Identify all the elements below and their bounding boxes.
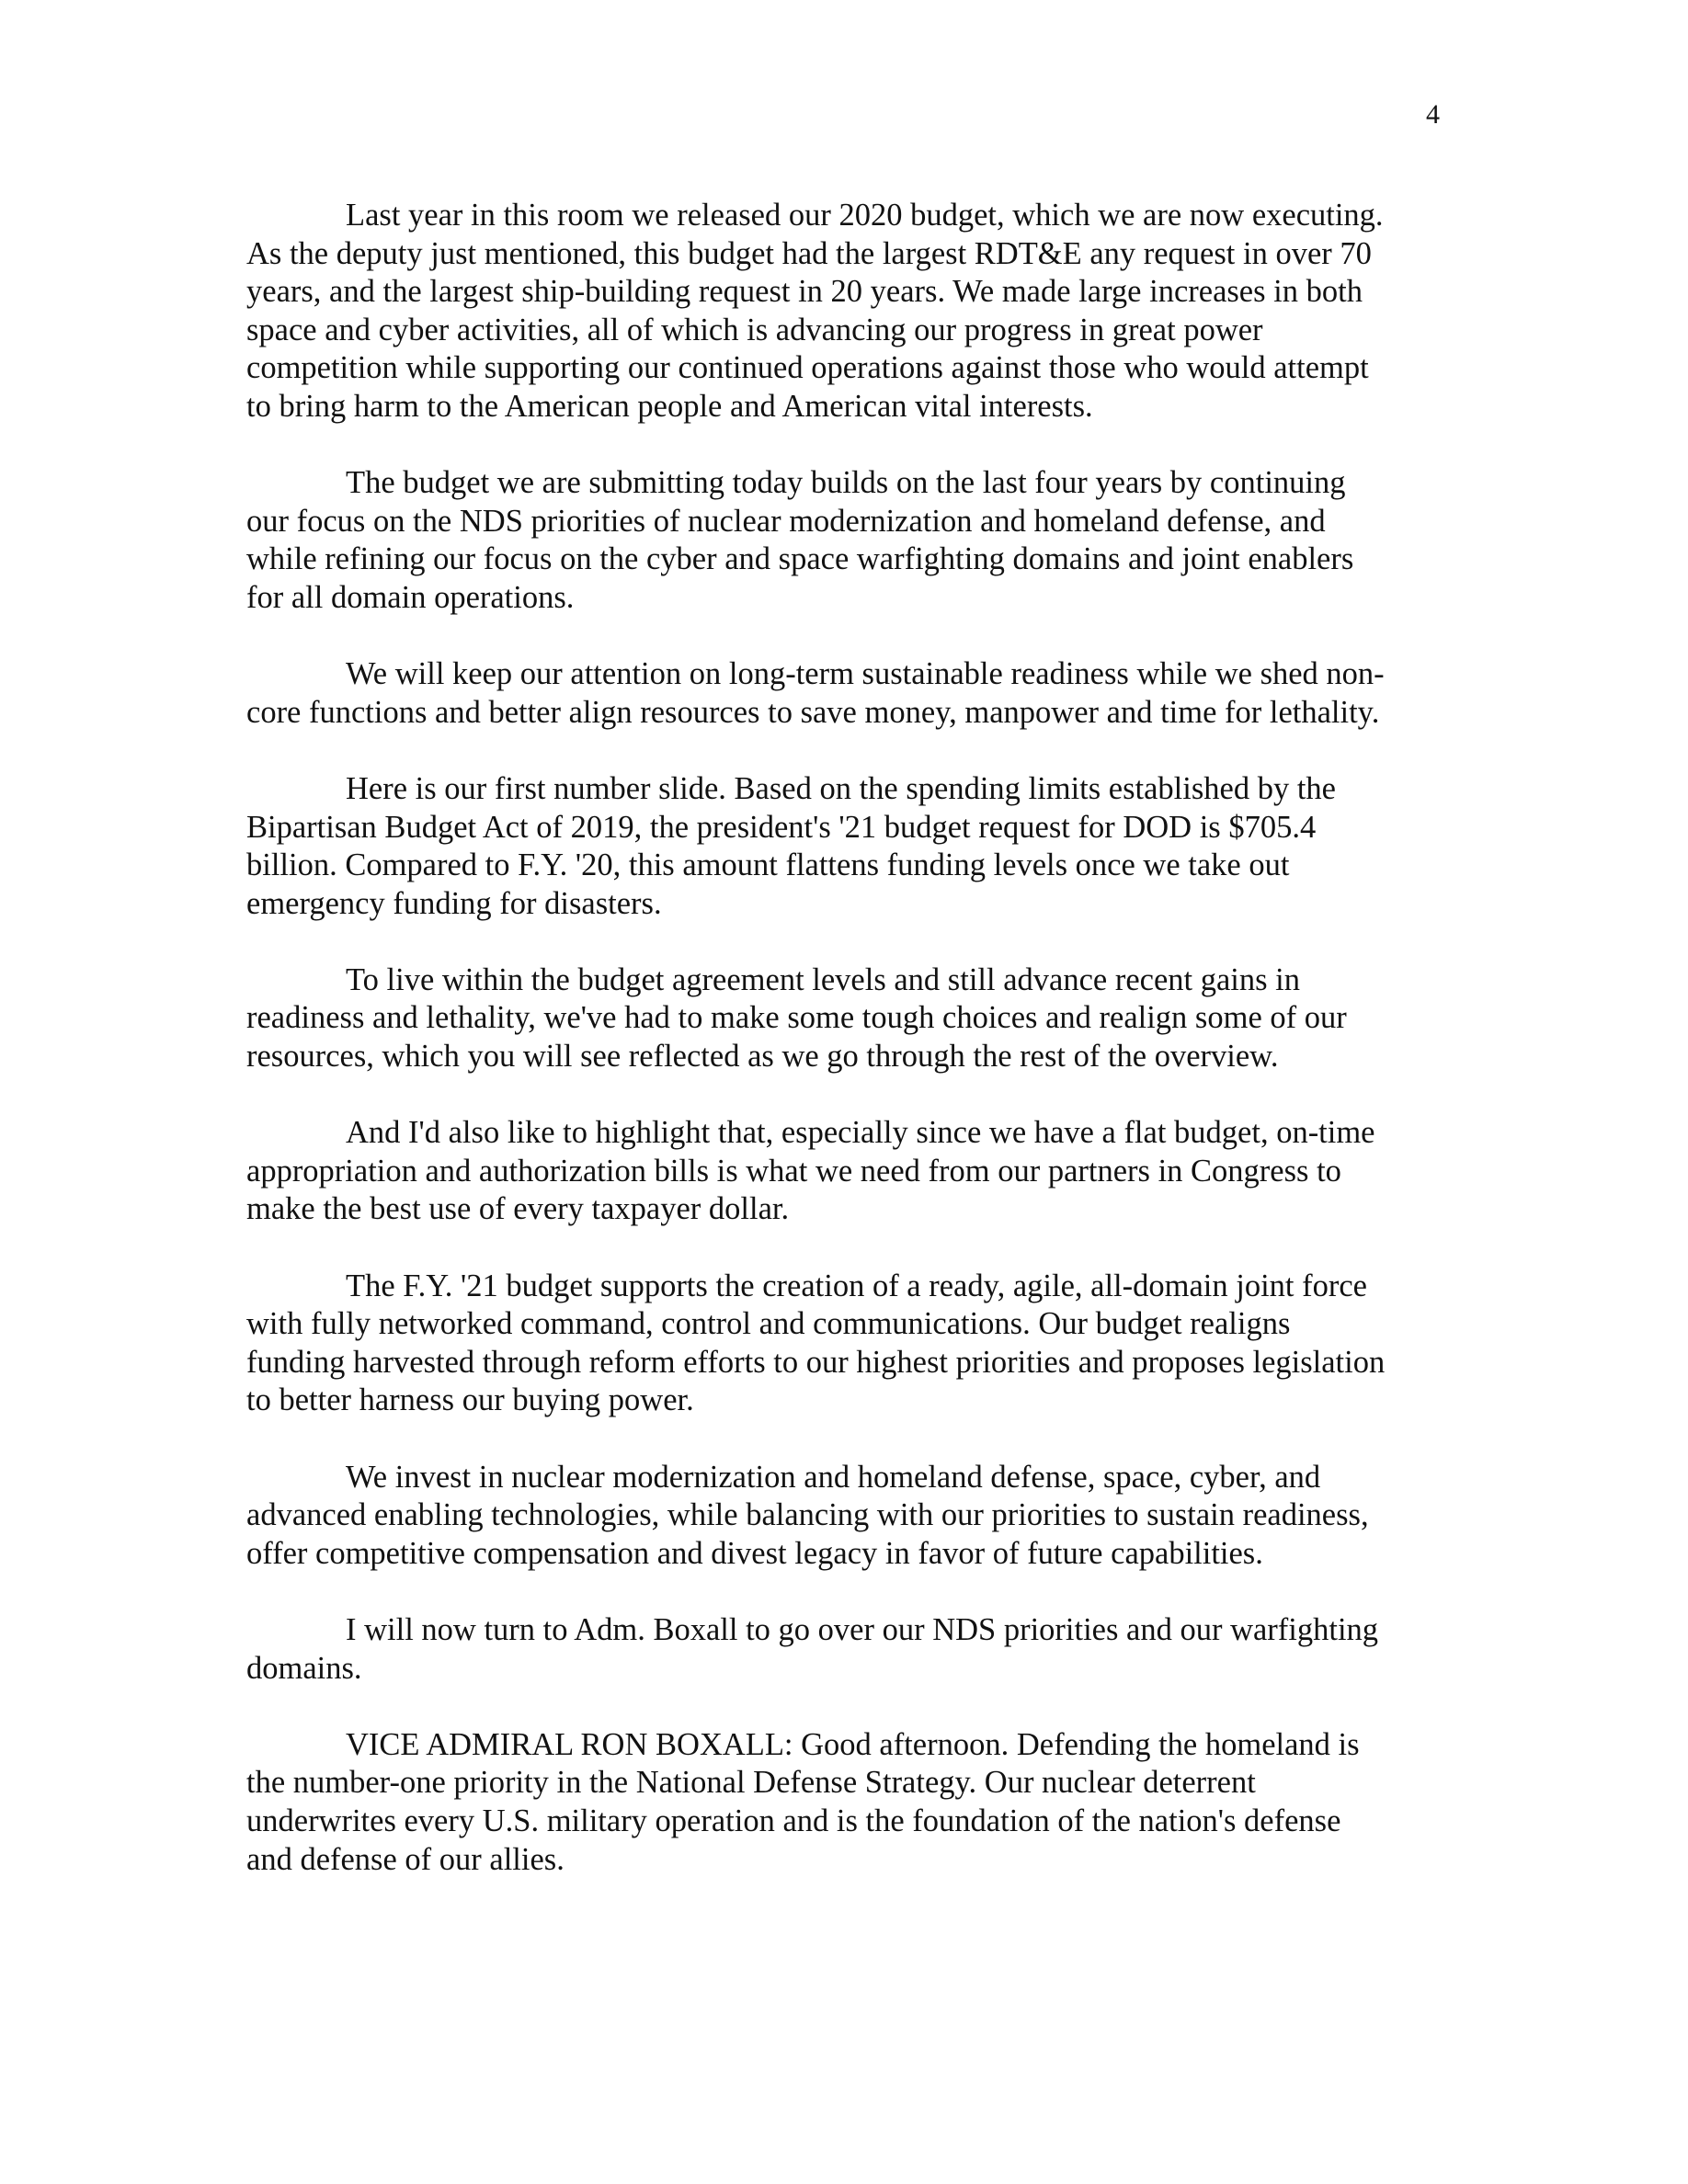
paragraph-8 (246, 1459, 1453, 1574)
paragraph-3 (246, 655, 1453, 732)
text-line: appropriation and authorization bills is what we need from our partners in Congress to (246, 1153, 1341, 1189)
text-line: the number-one priority in the National Defense Strategy. Our nuclear deterrent (246, 1765, 1256, 1801)
text-line: We will keep our attention on long-term sustainable readiness while we shed non- (346, 656, 1385, 692)
text-line: core functions and better align resources to save money, manpower and time for lethality. (246, 694, 1380, 730)
text-line: domains. (246, 1650, 362, 1686)
text-line: our focus on the NDS priorities of nuclear modernization and homeland defense, and (246, 503, 1326, 539)
text-line: VICE ADMIRAL RON BOXALL: Good afternoon. Defending the homeland is (346, 1726, 1360, 1762)
paragraph-2 (246, 464, 1453, 617)
text-line: while refining our focus on the cyber and space warfighting domains and joint enablers (246, 541, 1354, 577)
text-line: resources, which you will see reflected as we go through the rest of the overview. (246, 1039, 1279, 1075)
text-line: funding harvested through reform efforts to our highest priorities and proposes legislation (246, 1344, 1386, 1380)
text-line: for all domain operations. (246, 579, 575, 615)
text-line: years, and the largest ship-building request in 20 years. We made large increases in both (246, 274, 1363, 310)
paragraph-4 (246, 770, 1453, 923)
text-line: Bipartisan Budget Act of 2019, the president's '21 budget request for DOD is $705.4 (246, 809, 1317, 845)
paragraph-10 (246, 1726, 1453, 1879)
text-line: competition while supporting our continued operations against those who would attempt (246, 350, 1369, 386)
paragraph-7 (246, 1268, 1453, 1420)
text-line: billion. Compared to F.Y. '20, this amount flattens funding levels once we take out (246, 847, 1290, 883)
text-line: To live within the budget agreement levels and still advance recent gains in (346, 961, 1300, 997)
text-line: underwrites every U.S. military operation and is the foundation of the nation's defense (246, 1803, 1341, 1838)
text-line: to bring harm to the American people and American vital interests. (246, 388, 1093, 424)
page-number: 4 (1426, 99, 1440, 130)
text-line: emergency funding for disasters. (246, 885, 662, 921)
paragraph-6 (246, 1114, 1453, 1229)
text-line: Last year in this room we released our 2020 budget, which we are now executing. (346, 198, 1384, 233)
text-line: make the best use of every taxpayer dollar. (246, 1191, 790, 1227)
transcript-body (246, 197, 1453, 1917)
text-line: I will now turn to Adm. Boxall to go over our NDS priorities and our warfighting (346, 1611, 1379, 1647)
text-line: As the deputy just mentioned, this budget had the largest RDT&E any request in over 70 (246, 235, 1372, 271)
text-line: And I'd also like to highlight that, especially since we have a flat budget, on-time (346, 1115, 1375, 1151)
text-line: with fully networked command, control and communications. Our budget realigns (246, 1306, 1291, 1342)
text-line: offer competitive compensation and divest legacy in favor of future capabilities. (246, 1535, 1263, 1571)
text-line: to better harness our buying power. (246, 1382, 694, 1418)
text-line: readiness and lethality, we've had to make some tough choices and realign some of our (246, 1000, 1347, 1036)
paragraph-5 (246, 961, 1453, 1076)
text-line: space and cyber activities, all of which is advancing our progress in great power (246, 312, 1263, 347)
text-line: Here is our first number slide. Based on the spending limits established by the (346, 770, 1336, 806)
text-line: The F.Y. '21 budget supports the creation of a ready, agile, all-domain joint force (346, 1268, 1367, 1303)
paragraph-9 (246, 1611, 1453, 1688)
text-line: We invest in nuclear modernization and homeland defense, space, cyber, and (346, 1459, 1321, 1495)
text-line: The budget we are submitting today builds on the last four years by continuing (346, 465, 1346, 501)
text-line: and defense of our allies. (246, 1841, 565, 1877)
paragraph-1 (246, 197, 1453, 427)
text-line: advanced enabling technologies, while balancing with our priorities to sustain readiness, (246, 1497, 1369, 1533)
